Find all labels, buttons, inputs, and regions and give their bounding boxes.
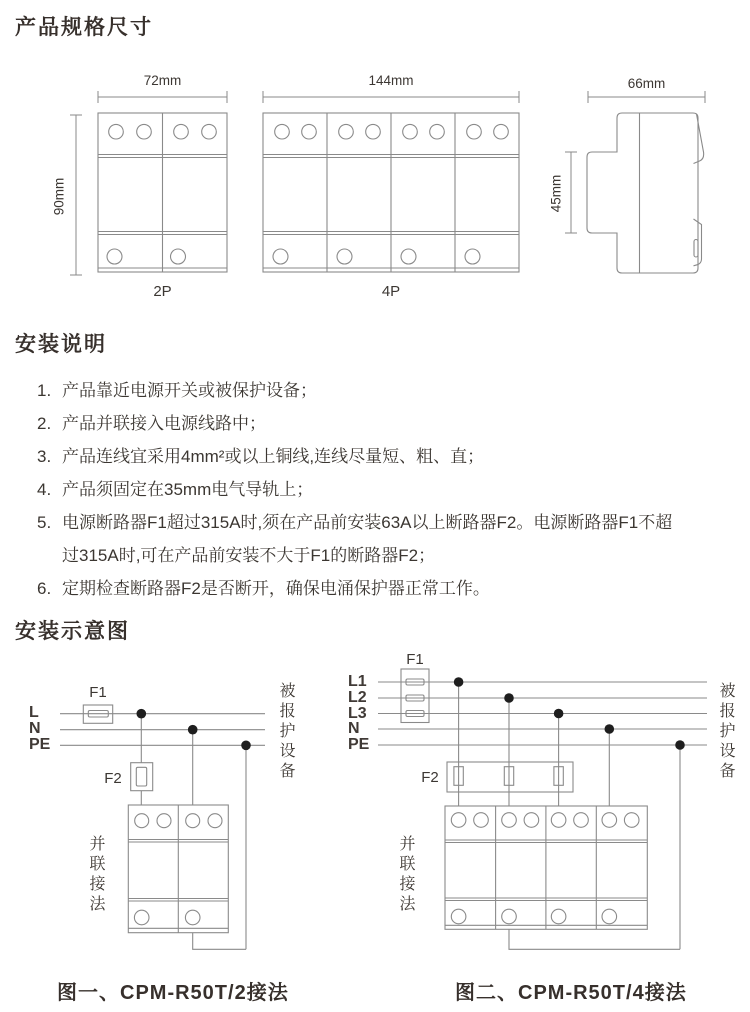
dim-label-45mm: 45mm	[548, 174, 564, 213]
spec-4p-drawing	[263, 91, 519, 272]
fig1-protected-equipment-label: 被报护设备	[277, 682, 294, 782]
pole-label-2p: 2P	[153, 283, 172, 300]
install-item-2	[37, 407, 697, 440]
fig2-line-label-l2: L2	[348, 689, 367, 706]
item-number: 4.	[37, 480, 52, 499]
dim-72mm-line	[98, 91, 227, 103]
fig2-f1-label: F1	[406, 651, 424, 668]
fig2-caption: 图二、CPM-R50T/4接法	[455, 982, 687, 1004]
item-text: 电源断路器F1超过315A时,须在产品前安装63A以上断路器F2。电源断路器F1不超过315A时,可在产品前安装不大于F1的断路器F2；	[62, 513, 673, 565]
install-item-5	[37, 506, 697, 572]
dim-45mm-line	[565, 152, 577, 233]
install-item-4	[37, 473, 697, 506]
fig1-line-label-pe: PE	[29, 736, 51, 753]
item-number: 3.	[37, 447, 52, 466]
item-text: 产品连线宜采用4mm²或以上铜线,连线尽量短、粗、直；	[62, 447, 485, 466]
dim-144mm-line	[263, 91, 519, 103]
item-number: 2.	[37, 414, 52, 433]
section-title-install: 安装说明	[15, 333, 107, 356]
dim-label-72mm: 72mm	[143, 73, 182, 88]
dim-label-90mm: 90mm	[51, 177, 67, 216]
fig2-schematic	[378, 669, 707, 949]
dim-90mm-line	[70, 115, 82, 275]
fig1-line-label-l: L	[29, 704, 39, 721]
fig2-line-label-pe: PE	[348, 736, 370, 753]
item-text: 产品须固定在35mm电气导轨上；	[62, 480, 314, 499]
fig1-caption: 图一、CPM-R50T/2接法	[57, 982, 289, 1004]
install-item-6	[37, 572, 697, 605]
install-item-3	[37, 440, 697, 473]
fig1-f2-label: F2	[104, 770, 122, 787]
item-text: 定期检查断路器F2是否断开，确保电涌保护器正常工作。	[62, 579, 490, 598]
spec-2p-drawing	[70, 91, 227, 275]
fig2-line-label-l3: L3	[348, 705, 367, 722]
section-title-spec: 产品规格尺寸	[15, 16, 153, 39]
fig2-line-label-n: N	[348, 720, 360, 737]
section-title-diagram: 安装示意图	[15, 620, 130, 643]
item-number: 5.	[37, 513, 52, 532]
item-number: 1.	[37, 381, 52, 400]
dim-label-144mm: 144mm	[368, 73, 414, 88]
spec-side-drawing	[565, 91, 705, 273]
fig1-parallel-connection-label: 并联接法	[87, 835, 104, 915]
fig1-line-label-n: N	[29, 720, 41, 737]
dim-66mm-line	[588, 91, 705, 103]
item-text: 产品靠近电源开关或被保护设备；	[62, 381, 317, 400]
pole-label-4p: 4P	[381, 283, 401, 300]
item-number: 6.	[37, 579, 52, 598]
fig2-line-label-l1: L1	[348, 673, 367, 690]
fig2-f2-label: F2	[421, 769, 439, 786]
install-item-1	[37, 374, 697, 407]
fig2-parallel-connection-label: 并联接法	[397, 835, 414, 915]
fig2-protected-equipment-label: 被报护设备	[717, 682, 734, 782]
fig1-f1-label: F1	[89, 684, 107, 701]
item-text: 产品并联接入电源线路中；	[62, 414, 266, 433]
dim-label-66mm: 66mm	[627, 76, 666, 91]
